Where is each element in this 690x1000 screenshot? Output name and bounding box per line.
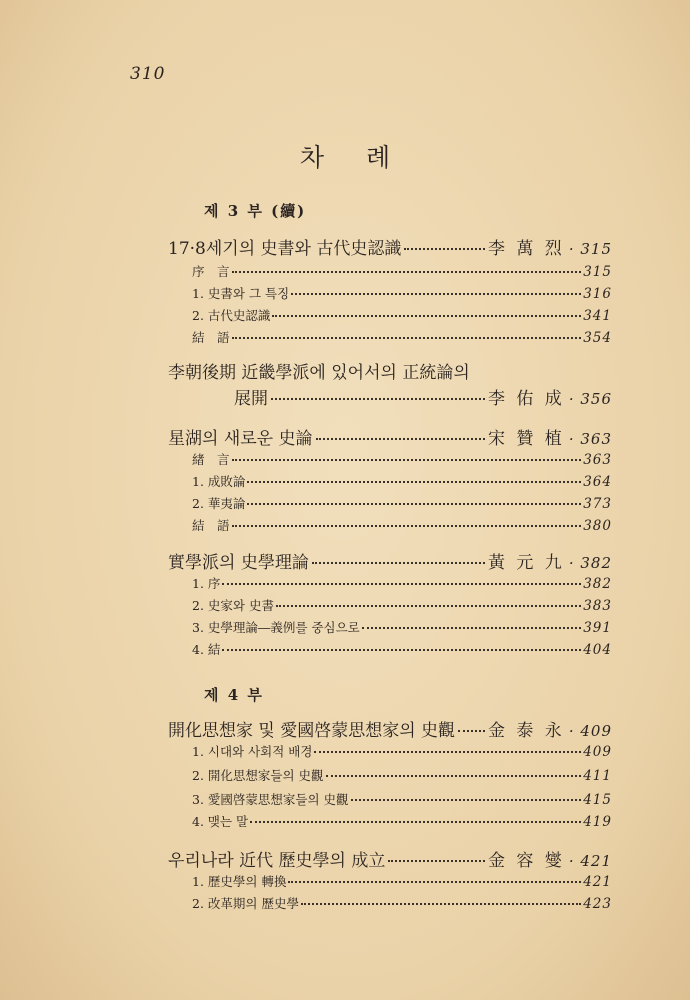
- subentry-title: 1. 序: [192, 576, 221, 591]
- subentry-page: 383: [583, 598, 612, 614]
- leader-dots: [404, 248, 485, 250]
- toc-entry: [234, 384, 612, 409]
- subentry-title: 2. 開化思想家들의 史觀: [192, 768, 324, 783]
- leader-dots: [351, 799, 582, 801]
- subentry-page: 419: [583, 814, 612, 830]
- entry-page-number: 421: [580, 852, 612, 870]
- leader-dots: [247, 503, 581, 505]
- leader-dots: [316, 438, 486, 440]
- page-number: 310: [130, 64, 166, 84]
- entry-page: · 356: [568, 390, 612, 408]
- leader-dots: [247, 481, 581, 483]
- entry-author: 宋 贊 植: [488, 429, 565, 449]
- subentry-page: 363: [583, 452, 612, 468]
- leader-dots: [232, 525, 582, 527]
- subentry-page: 391: [583, 620, 612, 636]
- subentry-title: 結 語: [192, 330, 230, 345]
- subentry-page: 382: [583, 576, 612, 592]
- entry-title: 展開: [234, 389, 268, 409]
- entry-title: 實學派의 史學理論: [168, 553, 309, 573]
- leader-dots: [271, 398, 485, 400]
- entry-page: · 315: [568, 240, 612, 258]
- leader-dots: [291, 293, 581, 295]
- subentry-page: 373: [583, 496, 612, 512]
- part-3-heading: 제 3 부 (續): [204, 202, 307, 220]
- subentry-title: 1. 시대와 사회적 배경: [192, 744, 313, 759]
- toc-subentry: [192, 640, 612, 658]
- leader-dots: [288, 881, 581, 883]
- entry-author: 金 容 燮: [488, 851, 565, 871]
- toc-entry: [168, 234, 612, 259]
- toc-subentry: [192, 894, 612, 912]
- entry-page-number: 363: [580, 430, 612, 448]
- leader-dots: [314, 751, 581, 753]
- toc-subentry: [192, 872, 612, 890]
- toc-subentry: [192, 596, 612, 614]
- entry-title: 17·8세기의 史書와 古代史認識: [168, 239, 402, 259]
- subentry-title: 3. 愛國啓蒙思想家들의 史觀: [192, 792, 349, 807]
- leader-dots: [388, 860, 485, 862]
- entry-page: · 382: [568, 554, 612, 572]
- leader-dots: [222, 649, 581, 651]
- leader-dots: [326, 775, 582, 777]
- toc-subentry: [192, 742, 612, 760]
- toc-subentry: [192, 450, 612, 468]
- toc-entry: [168, 424, 612, 449]
- subentry-title: 2. 古代史認識: [192, 308, 271, 323]
- toc-subentry: [192, 812, 612, 830]
- leader-dots: [232, 337, 582, 339]
- toc-entry: [168, 548, 612, 573]
- leader-dots: [250, 821, 581, 823]
- part-4-heading: 제 4 부: [204, 686, 264, 704]
- entry-title-line1: 李朝後期 近畿學派에 있어서의 正統論의: [168, 363, 470, 383]
- toc-subentry: [192, 284, 612, 302]
- leader-dots: [301, 903, 581, 905]
- entry-page-number: 315: [580, 240, 612, 258]
- subentry-page: 315: [583, 264, 612, 280]
- subentry-title: 3. 史學理論―義例를 중심으로: [192, 620, 360, 635]
- subentry-page: 354: [583, 330, 612, 346]
- toc-subentry: [192, 306, 612, 324]
- subentry-title: 2. 改革期의 歷史學: [192, 896, 299, 911]
- entry-title: 우리나라 近代 歷史學의 成立: [168, 851, 386, 871]
- subentry-title: 1. 成敗論: [192, 474, 246, 489]
- subentry-page: 316: [583, 286, 612, 302]
- entry-title: 星湖의 새로운 史論: [168, 429, 313, 449]
- toc-subentry: [192, 262, 612, 280]
- entry-author: 李 萬 烈: [488, 239, 565, 259]
- toc-entry: [168, 716, 612, 741]
- toc-subentry: [192, 328, 612, 346]
- entry-page: · 409: [568, 722, 612, 740]
- subentry-title: 緖 言: [192, 452, 230, 467]
- entry-author: 金 泰 永: [488, 721, 565, 741]
- subentry-page: 411: [583, 768, 612, 784]
- subentry-page: 409: [583, 744, 612, 760]
- leader-dots: [222, 583, 581, 585]
- toc-subentry: [192, 618, 612, 636]
- leader-dots: [232, 459, 582, 461]
- subentry-title: 結 語: [192, 518, 230, 533]
- toc-subentry: [192, 516, 612, 534]
- subentry-title: 序 言: [192, 264, 230, 279]
- leader-dots: [362, 627, 581, 629]
- subentry-page: 341: [583, 308, 612, 324]
- subentry-page: 421: [583, 874, 612, 890]
- leader-dots: [276, 605, 581, 607]
- toc-entry: [168, 846, 612, 871]
- subentry-title: 4. 맺는 말: [192, 814, 249, 829]
- subentry-page: 415: [583, 792, 612, 808]
- toc-subentry: [192, 472, 612, 490]
- entry-author: 黃 元 九: [488, 553, 565, 573]
- subentry-page: 380: [583, 518, 612, 534]
- leader-dots: [232, 271, 582, 273]
- toc-subentry: [192, 574, 612, 592]
- toc-subentry: [192, 766, 612, 784]
- leader-dots: [458, 730, 485, 732]
- entry-page: · 421: [568, 852, 612, 870]
- entry-title: 開化思想家 및 愛國啓蒙思想家의 史觀: [168, 721, 456, 741]
- entry-page-number: 356: [580, 390, 612, 408]
- toc-subentry: [192, 790, 612, 808]
- subentry-page: 423: [583, 896, 612, 912]
- subentry-page: 364: [583, 474, 612, 490]
- entry-page-number: 382: [580, 554, 612, 572]
- entry-author: 李 佑 成: [488, 389, 565, 409]
- subentry-page: 404: [583, 642, 612, 658]
- subentry-title: 1. 歷史學의 轉換: [192, 874, 287, 889]
- subentry-title: 1. 史書와 그 특징: [192, 286, 290, 301]
- toc-subentry: [192, 494, 612, 512]
- leader-dots: [312, 562, 485, 564]
- entry-page: · 363: [568, 430, 612, 448]
- entry-page-number: 409: [580, 722, 612, 740]
- subentry-title: 2. 史家와 史書: [192, 598, 274, 613]
- subentry-title: 2. 華夷論: [192, 496, 246, 511]
- toc-title: 차례: [299, 143, 433, 172]
- leader-dots: [272, 315, 581, 317]
- subentry-title: 4. 結: [192, 642, 221, 657]
